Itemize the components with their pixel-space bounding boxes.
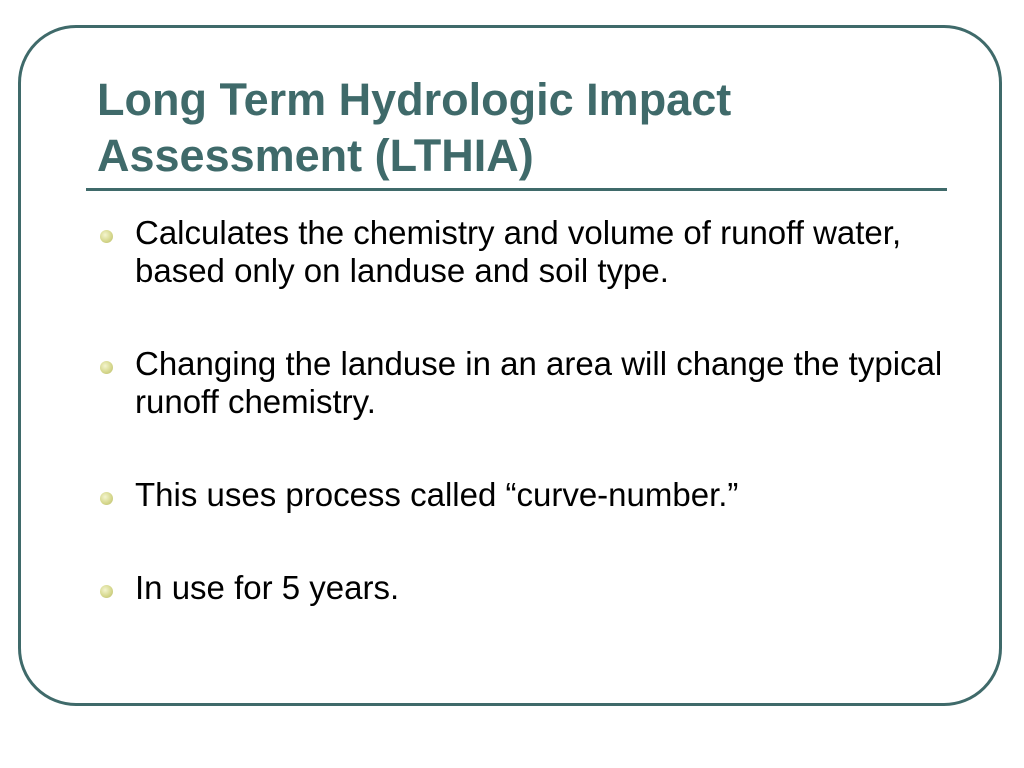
bullet-item — [96, 569, 946, 607]
bullet-dot-icon — [100, 230, 113, 243]
slide-title: Long Term Hydrologic Impact Assessment (LTHIA) — [97, 74, 732, 181]
bullet-dot-icon — [100, 361, 113, 374]
bullet-text: Changing the landuse in an area will change the typical runoff chemistry. — [135, 345, 943, 420]
bullet-dot-icon — [100, 585, 113, 598]
bullet-text: This uses process called “curve-number.” — [135, 476, 739, 513]
bullet-dot-icon — [100, 492, 113, 505]
bullet-item — [96, 214, 946, 290]
bullet-item — [96, 345, 946, 421]
bullet-list — [96, 214, 946, 607]
title-underline — [86, 188, 947, 191]
bullet-item — [96, 476, 946, 514]
bullet-text: In use for 5 years. — [135, 569, 400, 606]
bullet-text: Calculates the chemistry and volume of runoff water, based only on landuse and soil type. — [135, 214, 902, 289]
